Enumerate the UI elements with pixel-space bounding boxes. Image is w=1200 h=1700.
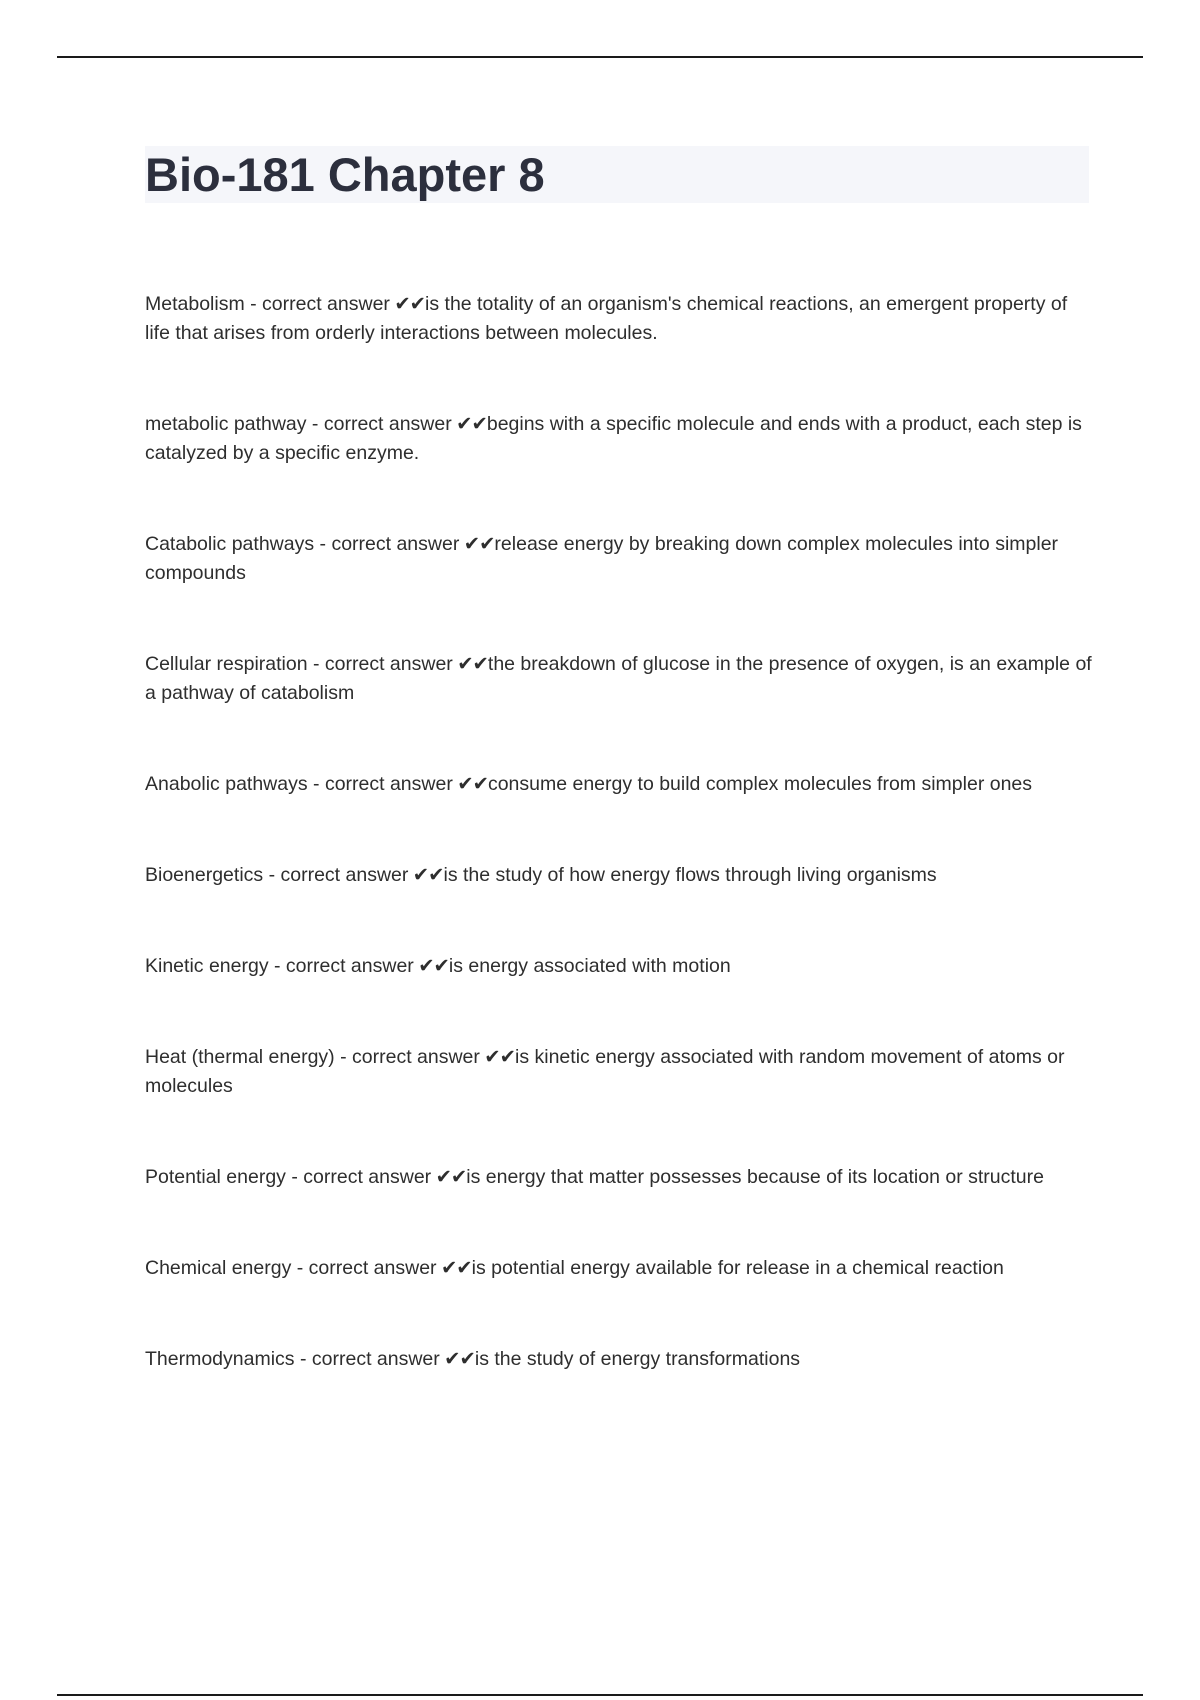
check-marks-icon: ✔✔ <box>452 653 488 675</box>
entry-definition: consume energy to build complex molecules from simpler ones <box>487 773 1033 795</box>
entry-definition: is energy that matter possesses because of its location or structure <box>466 1166 1044 1188</box>
check-marks-icon: ✔✔ <box>413 955 449 977</box>
entry-separator: - <box>244 293 263 315</box>
bottom-rule <box>57 1694 1143 1696</box>
answer-label: correct answer <box>285 955 414 977</box>
entry-term: Cellular respiration <box>145 653 308 675</box>
entry-definition: is the totality of an organism's chemical reactions, an emergent property of life that arises from orderly interactions between molecules. <box>145 293 1068 344</box>
check-marks-icon: ✔✔ <box>439 1348 475 1370</box>
entry-definition: begins with a specific molecule and ends with a product, each step is catalyzed by a specific enzyme. <box>145 413 1082 464</box>
entry-term: metabolic pathway <box>145 413 307 435</box>
entry-separator: - <box>294 1348 312 1370</box>
flashcard-entry <box>145 410 1095 468</box>
flashcard-list <box>145 290 1095 1374</box>
answer-label: correct answer <box>352 1046 480 1068</box>
check-marks-icon: ✔✔ <box>451 413 487 435</box>
answer-label: correct answer <box>324 653 453 675</box>
entry-term: Kinetic energy <box>145 955 269 977</box>
entry-separator: - <box>307 653 325 675</box>
answer-label: correct answer <box>323 413 452 435</box>
flashcard-entry <box>145 1254 1095 1283</box>
entry-separator: - <box>306 413 324 435</box>
answer-label: correct answer <box>303 1166 432 1188</box>
entry-term: Thermodynamics <box>145 1348 295 1370</box>
check-marks-icon: ✔✔ <box>431 1166 467 1188</box>
entry-term: Bioenergetics <box>145 864 264 886</box>
entry-definition: the breakdown of glucose in the presence of oxygen, is an example of a pathway of catabolism <box>145 653 1092 704</box>
entry-separator: - <box>334 1046 353 1068</box>
entry-term: Chemical energy <box>145 1257 292 1279</box>
page-title: Bio-181 Chapter 8 <box>145 148 545 201</box>
check-marks-icon: ✔✔ <box>459 533 495 555</box>
answer-label: correct answer <box>324 773 453 795</box>
entry-separator: - <box>307 773 325 795</box>
entry-definition: is the study of energy transformations <box>474 1348 801 1370</box>
flashcard-entry <box>145 1345 1095 1374</box>
entry-definition: is the study of how energy flows through living organisms <box>443 864 937 886</box>
entry-separator: - <box>314 533 332 555</box>
entry-term: Anabolic pathways <box>145 773 308 795</box>
top-rule <box>57 56 1143 58</box>
entry-term: Potential energy <box>145 1166 286 1188</box>
check-marks-icon: ✔✔ <box>452 773 488 795</box>
entry-term: Catabolic pathways <box>145 533 315 555</box>
flashcard-entry <box>145 770 1095 799</box>
entry-definition: is potential energy available for release in a chemical reaction <box>471 1257 1004 1279</box>
entry-definition: is energy associated with motion <box>448 955 731 977</box>
flashcard-entry <box>145 290 1095 348</box>
entry-separator: - <box>285 1166 304 1188</box>
entry-separator: - <box>263 864 281 886</box>
answer-label: correct answer <box>308 1257 437 1279</box>
check-marks-icon: ✔✔ <box>436 1257 472 1279</box>
flashcard-entry <box>145 861 1095 890</box>
check-marks-icon: ✔✔ <box>389 293 426 315</box>
check-marks-icon: ✔✔ <box>408 864 444 886</box>
answer-label: correct answer <box>262 293 390 315</box>
entry-separator: - <box>291 1257 309 1279</box>
flashcard-entry <box>145 1043 1095 1101</box>
flashcard-entry <box>145 530 1095 588</box>
flashcard-entry <box>145 1163 1095 1192</box>
flashcard-entry <box>145 952 1095 981</box>
answer-label: correct answer <box>311 1348 440 1370</box>
answer-label: correct answer <box>280 864 409 886</box>
entry-term: Metabolism <box>145 293 245 315</box>
check-marks-icon: ✔✔ <box>479 1046 515 1068</box>
entry-definition: release energy by breaking down complex molecules into simpler compounds <box>145 533 1059 584</box>
entry-term: Heat (thermal energy) <box>145 1046 335 1068</box>
entry-definition: is kinetic energy associated with random movement of atoms or molecules <box>145 1046 1065 1097</box>
flashcard-entry <box>145 650 1095 708</box>
entry-separator: - <box>268 955 286 977</box>
answer-label: correct answer <box>331 533 460 555</box>
